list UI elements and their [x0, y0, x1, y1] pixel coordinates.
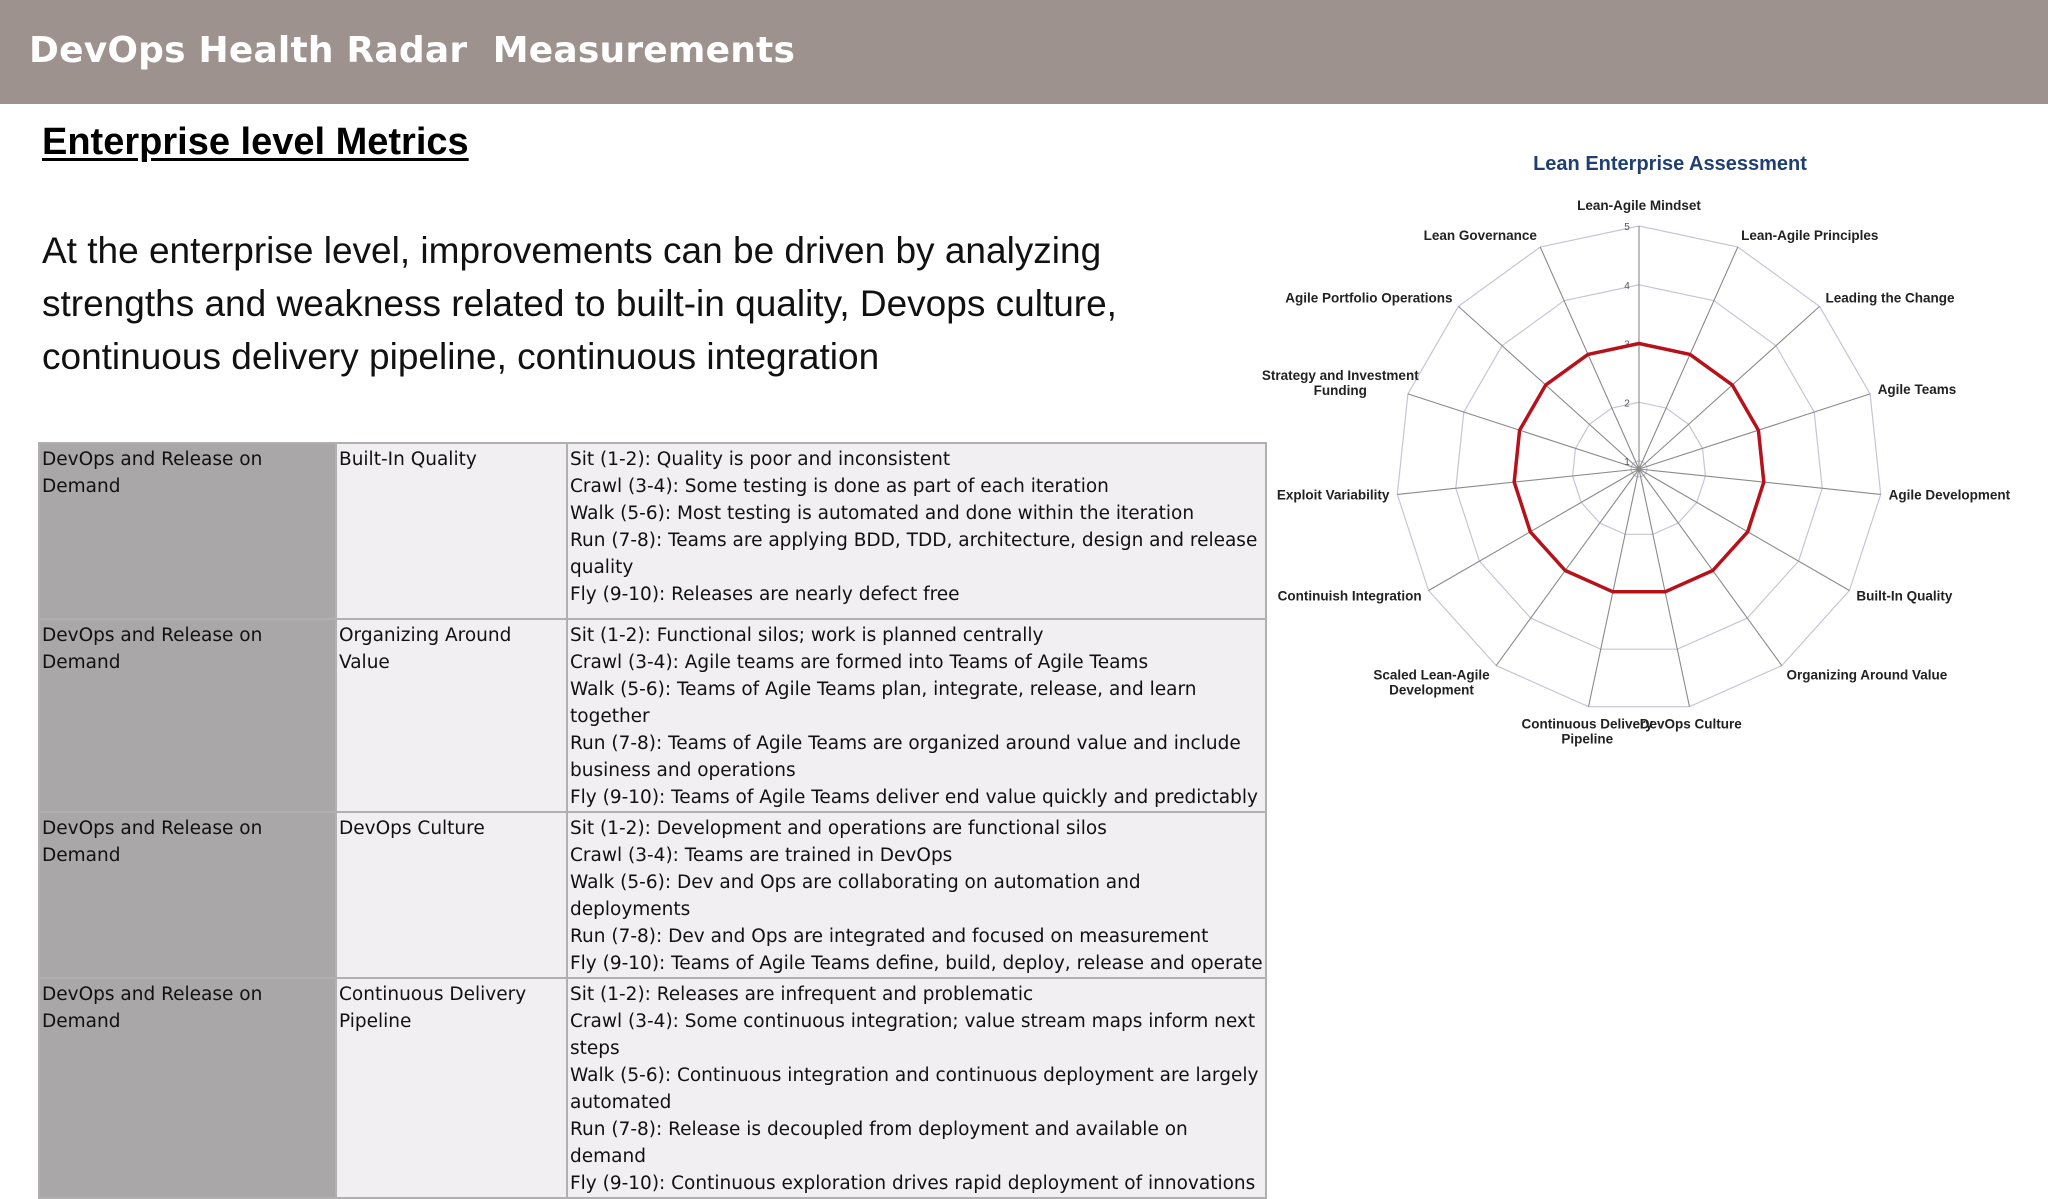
area-cell: DevOps and Release on Demand: [39, 812, 336, 978]
dimension-cell: Built-In Quality: [336, 443, 567, 619]
axis-label: Continuish Integration: [1277, 588, 1422, 604]
axis-label: Lean-Agile Principles: [1741, 228, 1879, 243]
level-sit: Sit (1-2): Releases are infrequent and problematic: [570, 984, 1034, 1005]
grid-spoke: [1639, 394, 1870, 469]
levels-cell: [567, 812, 1266, 978]
radar-grid: [1397, 222, 1880, 707]
level-run: Run (7-8): Release is decoupled from deployment and available on demand: [570, 1119, 1188, 1167]
levels-cell: [567, 443, 1266, 619]
axis-label: Leading the Change: [1825, 290, 1955, 306]
axis-label: Lean Governance: [1423, 228, 1537, 243]
level-sit: Sit (1-2): Functional silos; work is planned centrally: [570, 625, 1044, 646]
axis-label: Exploit Variability: [1276, 487, 1390, 503]
chart-title: Lean Enterprise Assessment: [1533, 153, 1807, 175]
level-run: Run (7-8): Teams of Agile Teams are organized around value and include business and operations: [570, 733, 1241, 781]
grid-spoke: [1639, 306, 1820, 469]
section-heading: Enterprise level Metrics: [42, 121, 469, 163]
grid-spoke: [1408, 394, 1639, 469]
level-crawl: Crawl (3-4): Agile teams are formed into Teams of Agile Teams: [570, 652, 1149, 673]
level-walk: Walk (5-6): Continuous integration and continuous deployment are largely automated: [570, 1065, 1259, 1113]
level-fly: Fly (9-10): Continuous exploration drives rapid deployment of innovations: [570, 1173, 1256, 1194]
level-walk: Walk (5-6): Most testing is automated and done within the iteration: [570, 503, 1195, 524]
grid-spoke: [1458, 306, 1639, 469]
axis-label: DevOps Culture: [1639, 716, 1742, 732]
table-row: [39, 619, 1266, 812]
table-row: [39, 443, 1266, 619]
level-crawl: Crawl (3-4): Teams are trained in DevOps: [570, 845, 953, 866]
level-walk: Walk (5-6): Teams of Agile Teams plan, integrate, release, and learn together: [570, 679, 1197, 727]
grid-spoke: [1639, 247, 1738, 469]
axis-label: Agile Development: [1888, 487, 2011, 503]
level-crawl: Crawl (3-4): Some continuous integration; value stream maps inform next steps: [570, 1011, 1256, 1059]
axis-label: Agile Portfolio Operations: [1285, 290, 1453, 306]
level-walk: Walk (5-6): Dev and Ops are collaborating on automation and deployments: [570, 872, 1141, 920]
level-fly: Fly (9-10): Teams of Agile Teams define, build, deploy, release and operate: [570, 953, 1263, 974]
axis-label: Scaled Lean-Agile Development: [1373, 667, 1490, 698]
grid-spoke: [1429, 469, 1639, 591]
levels-cell: [567, 619, 1266, 812]
axis-label: Built-In Quality: [1856, 588, 1953, 604]
level-fly: Fly (9-10): Releases are nearly defect free: [570, 584, 960, 605]
grid-spoke: [1639, 469, 1849, 591]
axis-label: Strategy and Investment Funding: [1261, 368, 1419, 399]
level-crawl: Crawl (3-4): Some testing is done as part of each iteration: [570, 476, 1109, 497]
level-sit: Sit (1-2): Development and operations are functional silos: [570, 818, 1107, 839]
axis-label: Continuous Delivery Pipeline: [1521, 716, 1653, 747]
radar-chart: [1225, 140, 2048, 760]
tick-label: 2: [1624, 398, 1630, 410]
intro-paragraph: At the enterprise level, improvements can be driven by analyzing strengths and weakness related to built-in quality, Devops culture, continuous delivery pipeline, continuous integration: [42, 230, 1117, 377]
dimension-cell: Continuous Delivery Pipeline: [336, 978, 567, 1198]
area-cell: DevOps and Release on Demand: [39, 443, 336, 619]
axis-label: Organizing Around Value: [1786, 667, 1948, 683]
table-row: [39, 978, 1266, 1198]
table-row: [39, 812, 1266, 978]
tick-label: 4: [1624, 280, 1630, 292]
dimension-cell: Organizing Around Value: [336, 619, 567, 812]
levels-cell: [567, 978, 1266, 1198]
header-bar: [0, 0, 2048, 104]
level-run: Run (7-8): Dev and Ops are integrated and focused on measurement: [570, 926, 1209, 947]
area-cell: DevOps and Release on Demand: [39, 619, 336, 812]
dimension-cell: DevOps Culture: [336, 812, 567, 978]
axis-label: Agile Teams: [1877, 382, 1957, 398]
area-cell: DevOps and Release on Demand: [39, 978, 336, 1198]
level-run: Run (7-8): Teams are applying BDD, TDD, architecture, design and release quality: [570, 530, 1258, 578]
metrics-table: [38, 442, 1267, 1199]
slide-title: DevOps Health Radar Measurements: [29, 30, 796, 71]
level-sit: Sit (1-2): Quality is poor and inconsistent: [570, 449, 951, 470]
tick-label: 5: [1624, 222, 1630, 233]
axis-label: Lean-Agile Mindset: [1577, 198, 1701, 213]
tick-label: 3: [1624, 339, 1630, 351]
level-fly: Fly (9-10): Teams of Agile Teams deliver end value quickly and predictably: [570, 787, 1258, 808]
tick-label: 1: [1624, 457, 1630, 468]
